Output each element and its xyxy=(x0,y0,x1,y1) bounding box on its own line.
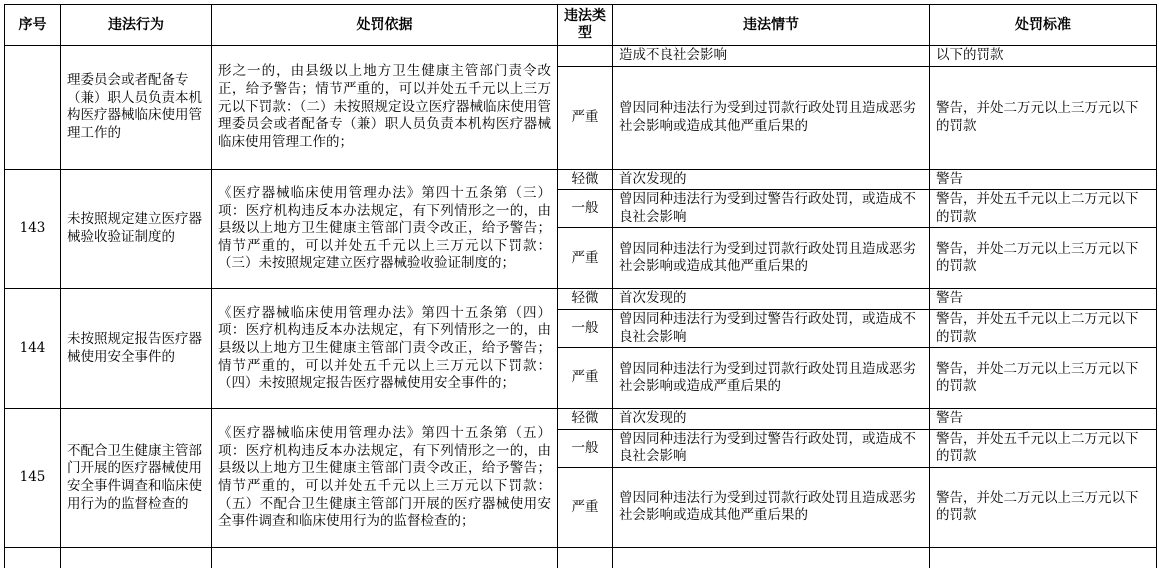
row-number: 144 xyxy=(5,289,61,409)
table-row xyxy=(5,46,1157,67)
empty-cell xyxy=(61,547,212,568)
standard-cell: 警告，并处二万元以上三万元以下的罚款 xyxy=(930,66,1157,169)
standard-cell: 警告 xyxy=(930,409,1157,430)
type-cell: 轻微 xyxy=(558,169,613,190)
penalty-table xyxy=(4,4,1157,568)
empty-cell xyxy=(613,547,930,568)
type-cell: 一般 xyxy=(558,429,613,467)
basis-cell: 《医疗器械临床使用管理办法》第四十五条第（五）项：医疗机构违反本办法规定，有下列情形之一的，由县级以上地方卫生健康主管部门责令改正，给予警告；情节严重的，可以并处五千元以上三万元以下罚款：（五）不配合卫生健康主管部门开展的医疗器械使用安全事件调查和临床使用行为的监督检查的； xyxy=(212,409,558,548)
violation-cell: 未按照规定报告医疗器械使用安全事件的 xyxy=(61,289,212,409)
standard-cell: 警告，并处二万元以上三万元以下的罚款 xyxy=(930,228,1157,289)
header-basis: 处罚依据 xyxy=(212,5,558,46)
circumstance-cell: 曾因同种违法行为受到过警告行政处罚，或造成不良社会影响 xyxy=(613,429,930,467)
violation-cell: 不配合卫生健康主管部门开展的医疗器械使用安全事件调查和临床使用行为的监督检查的 xyxy=(61,409,212,548)
standard-cell: 警告 xyxy=(930,289,1157,310)
standard-cell: 以下的罚款 xyxy=(930,46,1157,67)
circumstance-cell: 曾因同种违法行为受到过警告行政处罚，或造成不良社会影响 xyxy=(613,190,930,228)
header-standard: 处罚标准 xyxy=(930,5,1157,46)
header-type: 违法类型 xyxy=(558,5,613,46)
table-row xyxy=(5,547,1157,568)
basis-cell: 形之一的，由县级以上地方卫生健康主管部门责令改正，给予警告；情节严重的，可以并处五千元以上三万元以下罚款：（二）未按照规定设立医疗器械临床使用管理委员会或者配备专（兼）职人员负责本机构医疗器械临床使用管理工作的； xyxy=(212,46,558,170)
header-circumstance: 违法情节 xyxy=(613,5,930,46)
header-row xyxy=(5,5,1157,46)
empty-cell xyxy=(5,547,61,568)
table-row xyxy=(5,409,1157,430)
row-number: 145 xyxy=(5,409,61,548)
standard-cell: 警告，并处五千元以上二万元以下的罚款 xyxy=(930,429,1157,467)
type-cell: 轻微 xyxy=(558,289,613,310)
type-cell: 严重 xyxy=(558,467,613,547)
circumstance-cell: 首次发现的 xyxy=(613,169,930,190)
table-row xyxy=(5,289,1157,310)
circumstance-cell: 曾因同种违法行为受到过罚款行政处罚且造成恶劣社会影响或造成其他严重后果的 xyxy=(613,467,930,547)
standard-cell: 警告，并处二万元以上三万元以下的罚款 xyxy=(930,467,1157,547)
type-cell: 严重 xyxy=(558,228,613,289)
type-cell: 严重 xyxy=(558,66,613,169)
header-no: 序号 xyxy=(5,5,61,46)
violation-cell: 理委员会或者配备专（兼）职人员负责本机构医疗器械临床使用管理工作的 xyxy=(61,46,212,170)
violation-cell: 未按照规定建立医疗器械验收验证制度的 xyxy=(61,169,212,289)
circumstance-cell: 首次发现的 xyxy=(613,409,930,430)
standard-cell: 警告，并处二万元以上三万元以下的罚款 xyxy=(930,348,1157,409)
circumstance-cell: 曾因同种违法行为受到过罚款行政处罚且造成恶劣社会影响或造成其他严重后果的 xyxy=(613,228,930,289)
circumstance-cell: 首次发现的 xyxy=(613,289,930,310)
circumstance-cell: 曾因同种违法行为受到过警告行政处罚，或造成不良社会影响 xyxy=(613,309,930,347)
type-cell xyxy=(558,46,613,67)
empty-cell xyxy=(212,547,558,568)
standard-cell: 警告，并处五千元以上二万元以下的罚款 xyxy=(930,190,1157,228)
type-cell: 一般 xyxy=(558,309,613,347)
basis-cell: 《医疗器械临床使用管理办法》第四十五条第（三）项：医疗机构违反本办法规定，有下列情形之一的，由县级以上地方卫生健康主管部门责令改正，给予警告；情节严重的，可以并处五千元以上三万元以下罚款：（三）未按照规定建立医疗器械验收验证制度的； xyxy=(212,169,558,289)
row-number: 143 xyxy=(5,169,61,289)
basis-cell: 《医疗器械临床使用管理办法》第四十五条第（四）项：医疗机构违反本办法规定，有下列情形之一的，由县级以上地方卫生健康主管部门责令改正，给予警告；情节严重的，可以并处五千元以上三万元以下罚款：（四）未按照规定报告医疗器械使用安全事件的； xyxy=(212,289,558,409)
circumstance-cell: 造成不良社会影响 xyxy=(613,46,930,67)
row-number xyxy=(5,46,61,170)
standard-cell: 警告，并处五千元以上二万元以下的罚款 xyxy=(930,309,1157,347)
circumstance-cell: 曾因同种违法行为受到过罚款行政处罚且造成恶劣社会影响或造成严重后果的 xyxy=(613,348,930,409)
standard-cell: 警告 xyxy=(930,169,1157,190)
type-cell: 轻微 xyxy=(558,409,613,430)
type-cell: 一般 xyxy=(558,190,613,228)
circumstance-cell: 曾因同种违法行为受到过罚款行政处罚且造成恶劣社会影响或造成其他严重后果的 xyxy=(613,66,930,169)
table-row xyxy=(5,169,1157,190)
type-cell: 严重 xyxy=(558,348,613,409)
empty-cell xyxy=(558,547,613,568)
header-violation: 违法行为 xyxy=(61,5,212,46)
empty-cell xyxy=(930,547,1157,568)
